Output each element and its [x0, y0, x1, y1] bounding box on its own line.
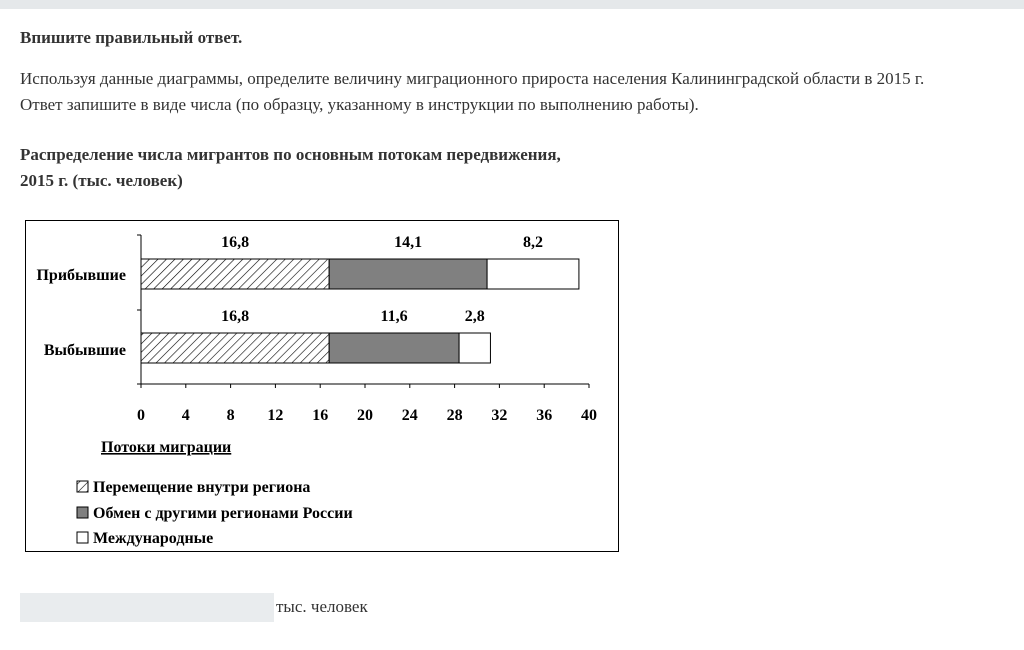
x-tick-label: 32: [491, 407, 508, 424]
chart-title-line-2: 2015 г. (тыс. человек): [20, 171, 183, 190]
x-tick-label: 24: [401, 407, 418, 424]
x-tick-label: 8: [226, 407, 235, 424]
task-text: [20, 66, 1000, 118]
legend-label: Международные: [93, 530, 214, 547]
x-axis-label: Потоки миграции: [101, 439, 232, 456]
data-label: 14,1: [394, 234, 423, 251]
category-label: Прибывшие: [36, 267, 126, 284]
legend-swatch: [77, 507, 88, 518]
instruction-text: Впишите правильный ответ.: [20, 28, 243, 47]
x-tick-label: 4: [181, 407, 190, 424]
legend-swatch: [77, 532, 88, 543]
chart-title: [20, 142, 561, 194]
bar-segment: [459, 333, 490, 363]
x-tick-label: 12: [267, 407, 284, 424]
migration-chart: [26, 221, 618, 551]
data-label: 16,8: [221, 308, 250, 325]
x-tick-label: 20: [357, 407, 373, 424]
top-bar: [0, 0, 1024, 9]
bar-segment: [487, 259, 579, 289]
x-tick-label: 16: [312, 407, 329, 424]
bar-segment: [329, 333, 459, 363]
category-label: Выбывшие: [43, 342, 126, 359]
bar-segment: [141, 259, 329, 289]
x-tick-label: 28: [446, 407, 463, 424]
legend-swatch: [77, 481, 88, 492]
answer-input[interactable]: [20, 593, 274, 622]
legend-label: Перемещение внутри региона: [93, 479, 311, 496]
x-tick-label: 0: [137, 407, 145, 424]
unit-label: тыс. человек: [276, 597, 368, 616]
legend-label: Обмен с другими регионами России: [93, 505, 353, 522]
chart-frame: [25, 220, 619, 552]
x-tick-label: 40: [581, 407, 597, 424]
bar-segment: [141, 333, 329, 363]
data-label: 16,8: [221, 234, 250, 251]
data-label: 11,6: [380, 308, 408, 325]
task-line-1: Используя данные диаграммы, определите величину миграционного прироста населения Калининградской области в 2015 г.: [20, 69, 925, 88]
x-tick-label: 36: [536, 407, 553, 424]
chart-title-line-1: Распределение числа мигрантов по основным потокам передвижения,: [20, 145, 561, 164]
bar-segment: [329, 259, 487, 289]
data-label: 8,2: [523, 234, 543, 251]
data-label: 2,8: [464, 308, 485, 325]
task-line-2: Ответ запишите в виде числа (по образцу, указанному в инструкции по выполнению работы).: [20, 95, 699, 114]
